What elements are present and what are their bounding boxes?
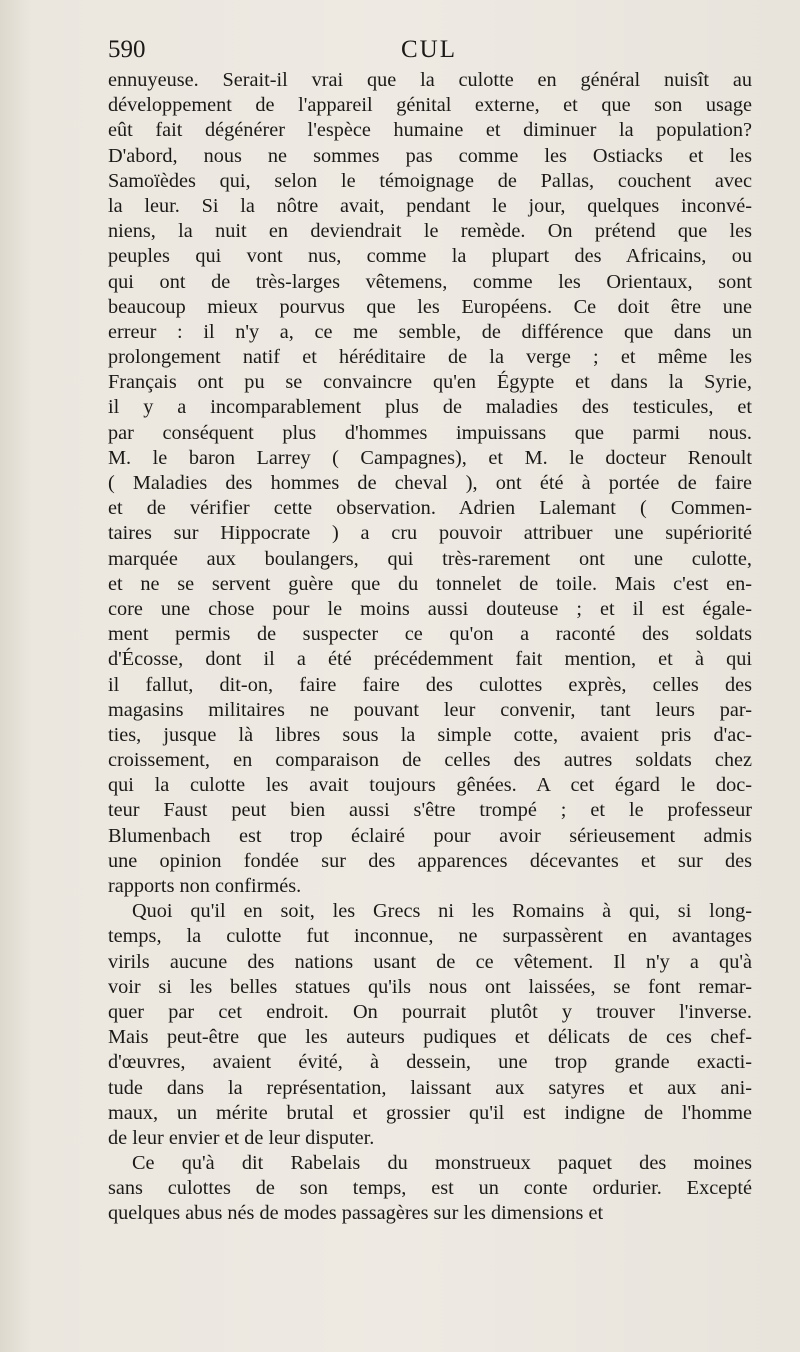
text-line: M. le baron Larrey ( Campagnes), et M. le docteur Renoult [108, 446, 752, 469]
text-line: beaucoup mieux pourvus que les Européens. Ce doit être une [108, 295, 752, 318]
text-line: marquée aux boulangers, qui très-rarement ont une culotte, [108, 547, 752, 570]
text-line: rapports non confirmés. [108, 875, 302, 897]
text-line: Samoïèdes qui, selon le témoignage de Pallas, couchent avec [108, 169, 752, 192]
text-line: ennuyeuse. Serait-il vrai que la culotte en général nuisît au [108, 69, 752, 91]
text-line: une opinion fondée sur des apparences décevantes et sur des [108, 849, 752, 872]
text-line: ties, jusque là libres sous la simple cotte, avaient pris d'ac- [108, 723, 752, 746]
text-line: et ne se servent guère que du tonnelet de toile. Mais c'est en- [108, 572, 752, 595]
text-line: Ce qu'à dit Rabelais du monstrueux paquet des moines [132, 1152, 752, 1175]
text-line: core une chose pour le moins aussi douteuse ; et il est égale- [108, 597, 752, 620]
text-line: d'Écosse, dont il a été précédemment fait mention, et à qui [108, 648, 752, 671]
text-line: quer par cet endroit. On pourrait plutôt y trouver l'inverse. [108, 1000, 752, 1023]
text-line: il y a incomparablement plus de maladies des testicules, et [108, 396, 752, 419]
text-line: temps, la culotte fut inconnue, ne surpassèrent en avantages [108, 925, 752, 948]
text-line: tude dans la représentation, laissant aux satyres et aux ani- [108, 1076, 752, 1099]
paragraph [108, 1151, 752, 1227]
text-line: qui la culotte les avait toujours gênées. A cet égard le doc- [108, 774, 752, 797]
page-header [108, 36, 750, 70]
paragraph [108, 899, 752, 1151]
text-line: ment permis de suspecter ce qu'on a raconté des soldats [108, 623, 752, 646]
text-line: erreur : il n'y a, ce me semble, de différence que dans un [108, 320, 752, 343]
text-line: qui ont de très-larges vêtemens, comme les Orientaux, sont [108, 270, 752, 293]
body-text [108, 68, 752, 1227]
text-line: sans culottes de son temps, est un conte ordurier. Excepté [108, 1177, 752, 1200]
text-line: prolongement natif et héréditaire de la verge ; et même les [108, 346, 752, 369]
text-line: magasins militaires ne pouvant leur convenir, tant leurs par- [108, 698, 752, 721]
text-line: teur Faust peut bien aussi s'être trompé ; et le professeur [108, 799, 752, 822]
text-line: de leur envier et de leur disputer. [108, 1126, 375, 1149]
text-line: la leur. Si la nôtre avait, pendant le jour, quelques inconvé- [108, 194, 752, 217]
paragraph [108, 68, 752, 899]
text-line: ( Maladies des hommes de cheval ), ont été à portée de faire [108, 472, 752, 494]
text-line: d'œuvres, avaient évité, à dessein, une trop grande exacti- [108, 1051, 752, 1074]
running-head: CUL [401, 36, 457, 63]
text-line: taires sur Hippocrate ) a cru pouvoir attribuer une supériorité [108, 522, 752, 545]
text-line: voir si les belles statues qu'ils nous ont laissées, se font remar- [108, 975, 752, 998]
text-line: Blumenbach est trop éclairé pour avoir sérieusement admis [108, 824, 752, 847]
text-line: eût fait dégénérer l'espèce humaine et diminuer la population? [108, 119, 752, 142]
text-line: D'abord, nous ne sommes pas comme les Ostiacks et les [108, 144, 752, 167]
text-line: il fallut, dit-on, faire faire des culottes exprès, celles des [108, 673, 752, 696]
text-line: Quoi qu'il en soit, les Grecs ni les Romains à qui, si long- [132, 900, 752, 923]
text-line: virils aucune des nations usant de ce vêtement. Il n'y a qu'à [108, 950, 752, 973]
text-line: Mais peut-être que les auteurs pudiques et délicats de ces chef- [108, 1026, 752, 1049]
text-line: croissement, en comparaison de celles des autres soldats chez [108, 749, 752, 772]
text-line: et de vérifier cette observation. Adrien Lalemant ( Commen- [108, 497, 752, 520]
text-line: maux, un mérite brutal et grossier qu'il est indigne de l'homme [108, 1101, 752, 1124]
text-line: quelques abus nés de modes passagères sur les dimensions et [108, 1202, 604, 1225]
text-line: peuples qui vont nus, comme la plupart des Africains, ou [108, 245, 752, 268]
text-line: développement de l'appareil génital externe, et que son usage [108, 94, 752, 117]
text-line: niens, la nuit en deviendrait le remède. On prétend que les [108, 220, 752, 243]
text-line: par conséquent plus d'hommes impuissans que parmi nous. [108, 421, 752, 444]
text-line: Français ont pu se convaincre qu'en Égypte et dans la Syrie, [108, 371, 752, 394]
page-number: 590 [108, 36, 146, 63]
